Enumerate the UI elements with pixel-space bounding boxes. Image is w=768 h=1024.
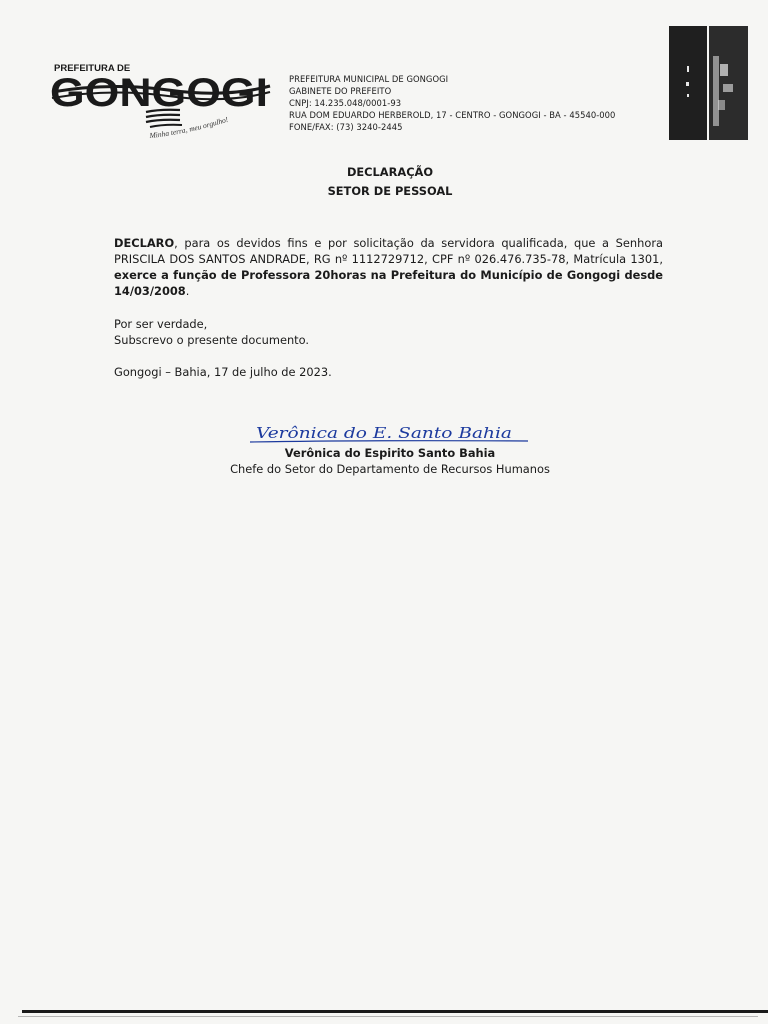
stamp-block-left [669,26,707,140]
signature-text: Verônica do E. Santo Bahia [256,424,512,442]
footer-divider [22,1010,768,1013]
signer-name: Verônica do Espirito Santo Bahia [284,446,496,460]
declaration-paragraph [114,235,663,299]
institution-line: FONE/FAX: (73) 3240-2445 [289,122,403,132]
declaration-text: , para os devidos fins e por solicitação da servidora qualificada, que a Senhora PRISCILA DOS SANTOS ANDRADE, RG nº 1112729712, CPF nº 026.476.735-78, Matrícula 1301, [114,236,663,266]
municipality-logo [50,60,272,140]
footer-divider-thin [18,1016,758,1017]
institution-line: CNPJ: 14.235.048/0001-93 [289,98,402,108]
place-date: Gongogi – Bahia, 17 de julho de 2023. [114,365,332,379]
closing-line: Subscrevo o presente documento. [114,333,310,347]
document-title: DECLARAÇÃO [346,165,434,179]
logo-slogan: Minha terra, meu orgulho! [149,114,230,140]
declaration-emphasis: exerce a função de Professora 20horas na Prefeitura do Município de Gongogi desde 14/03/2008 [114,268,663,298]
logo-name-text: GONGOGI [50,71,268,115]
declaration-lead: DECLARO [114,236,175,250]
logo-prefix-text: PREFEITURA DE [54,63,131,74]
handwritten-signature [250,418,530,448]
institution-info [289,73,615,133]
stamp-block-right [709,26,748,140]
document-subtitle: SETOR DE PESSOAL [327,184,453,198]
closing-line: Por ser verdade, [114,317,208,331]
signer-role: Chefe do Setor do Departamento de Recursos Humanos [230,462,550,476]
institution-line: RUA DOM EDUARDO HERBEROLD, 17 - CENTRO - GONGOGI - BA - 45540-000 [289,110,616,120]
declaration-end: . [185,284,190,298]
institution-line: PREFEITURA MUNICIPAL DE GONGOGI [289,74,449,84]
institution-line: GABINETE DO PREFEITO [289,86,392,96]
